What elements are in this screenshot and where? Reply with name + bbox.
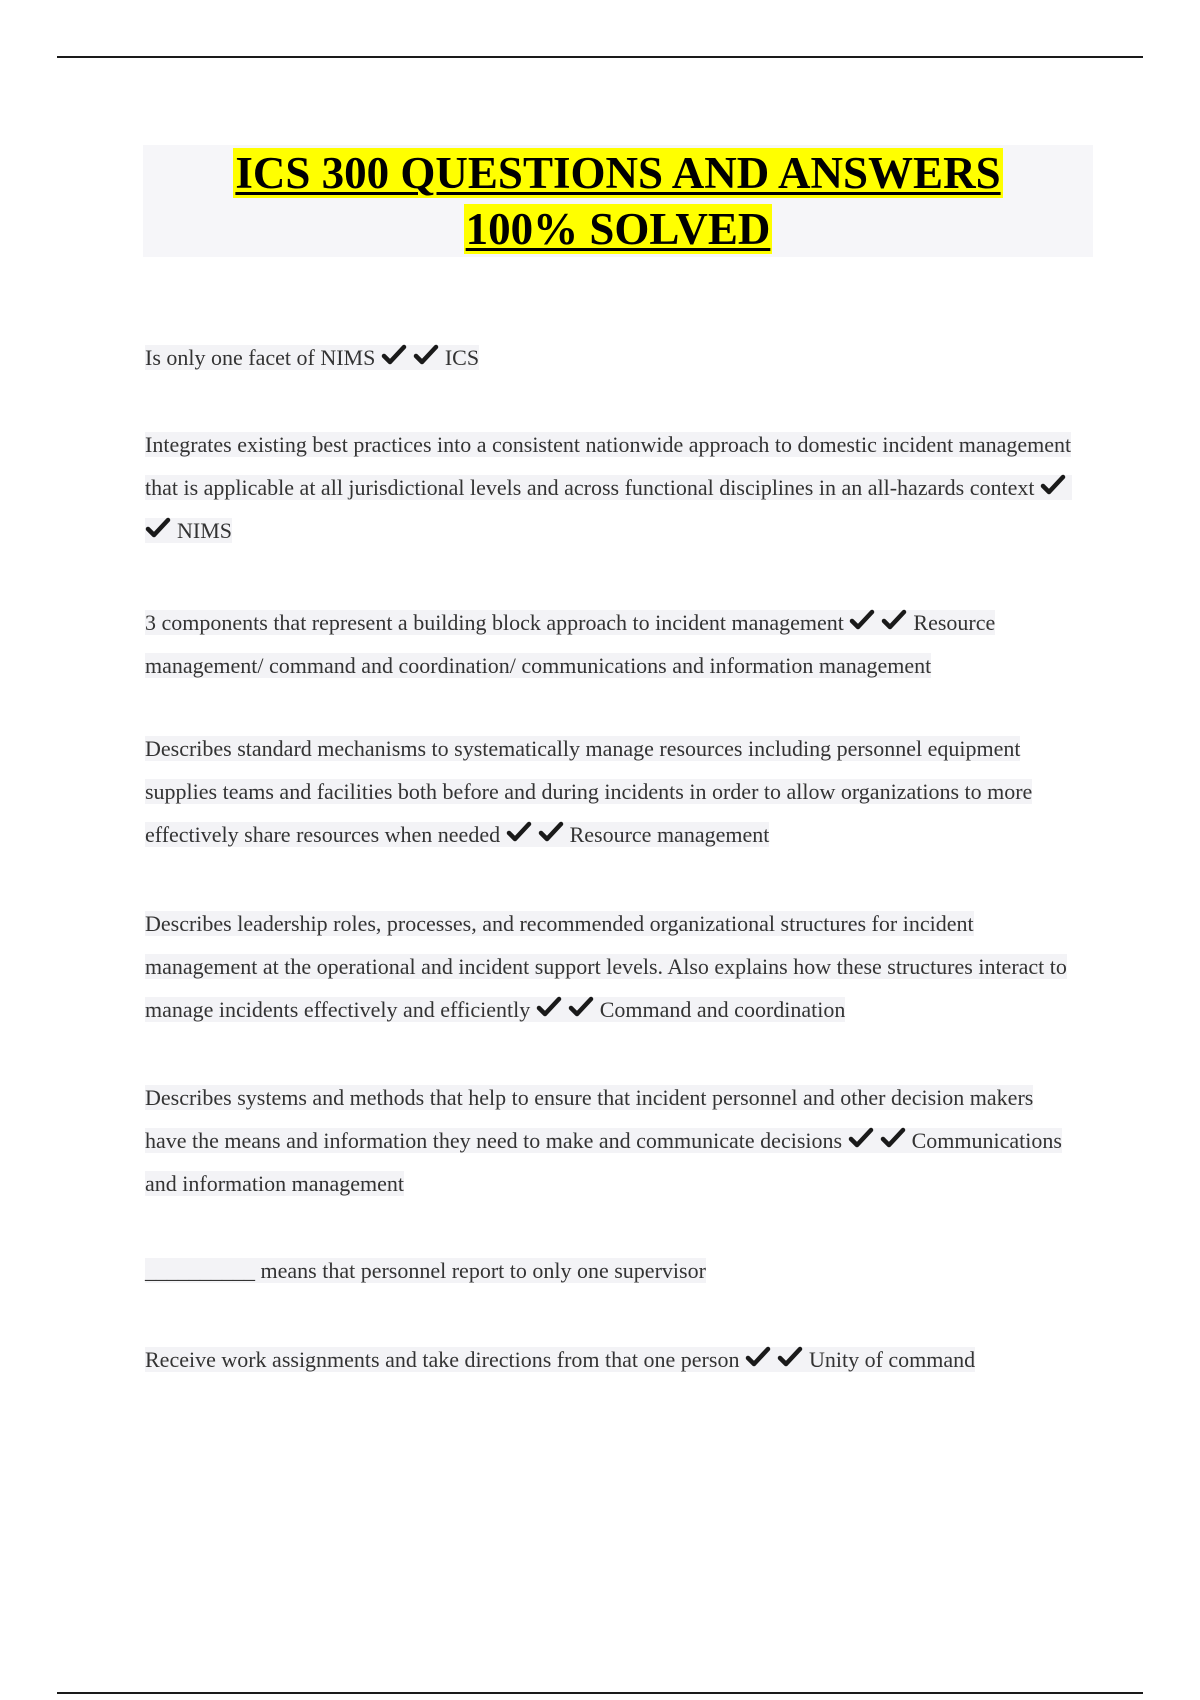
qa-item — [145, 902, 1075, 1031]
check-mark-icon — [381, 343, 409, 369]
check-mark-icon — [848, 1126, 876, 1152]
check-mark-icon — [536, 995, 564, 1021]
check-mark-icon — [777, 1345, 805, 1371]
check-mark-icon — [538, 820, 566, 846]
qa-item — [145, 1338, 1075, 1381]
answer-text: ICS — [444, 345, 480, 370]
title-line-2: 100% SOLVED — [465, 204, 771, 254]
bottom-rule — [57, 1692, 1143, 1694]
document-title — [143, 145, 1093, 257]
answer-text: NIMS — [177, 518, 233, 543]
qa-item — [145, 423, 1075, 552]
check-mark-icon — [880, 1126, 908, 1152]
qa-item — [145, 336, 1075, 379]
question-text: Integrates existing best practices into a consistent nationwide approach to domestic incident management that is applicable at all jurisdictional levels and across functional disciplines in an all-hazards context — [145, 432, 1072, 500]
check-mark-icon — [881, 608, 909, 634]
check-mark-icon — [745, 1345, 773, 1371]
question-text: 3 components that represent a building block approach to incident management — [145, 610, 844, 635]
question-text: Describes leadership roles, processes, and recommended organizational structures for incident management at the operational and incident support levels. Also explains how these structures interact to manage incidents effectively and efficiently — [145, 911, 1067, 1022]
question-text: Describes standard mechanisms to systematically manage resources including personnel equipment supplies teams and facilities both before and during incidents in order to allow organizations to more effectively share resources when needed — [145, 736, 1033, 847]
qa-item — [145, 601, 1075, 687]
check-mark-icon — [849, 608, 877, 634]
title-line-1: ICS 300 QUESTIONS AND ANSWERS — [235, 148, 1001, 198]
question-text: Describes systems and methods that help to ensure that incident personnel and other decision makers have the means and information they need to make and communicate decisions — [145, 1085, 1034, 1153]
question-text: Receive work assignments and take directions from that one person — [145, 1347, 740, 1372]
qa-item — [145, 727, 1075, 856]
answer-text: Resource management/ command and coordination/ communications and information management — [145, 610, 996, 678]
answer-text: Unity of command — [808, 1347, 976, 1372]
answer-text: Resource management — [569, 822, 770, 847]
qa-item — [145, 1076, 1075, 1205]
answer-text: Command and coordination — [599, 997, 846, 1022]
check-mark-icon — [1040, 473, 1068, 499]
answer-text: Communications and information management — [145, 1128, 1062, 1196]
check-mark-icon — [568, 995, 596, 1021]
qa-item — [145, 1249, 1075, 1292]
check-mark-icon — [145, 516, 173, 542]
question-text: __________ means that personnel report to only one supervisor — [145, 1258, 706, 1283]
check-mark-icon — [506, 820, 534, 846]
question-text: Is only one facet of NIMS — [145, 345, 376, 370]
top-rule — [57, 56, 1143, 58]
check-mark-icon — [413, 343, 441, 369]
